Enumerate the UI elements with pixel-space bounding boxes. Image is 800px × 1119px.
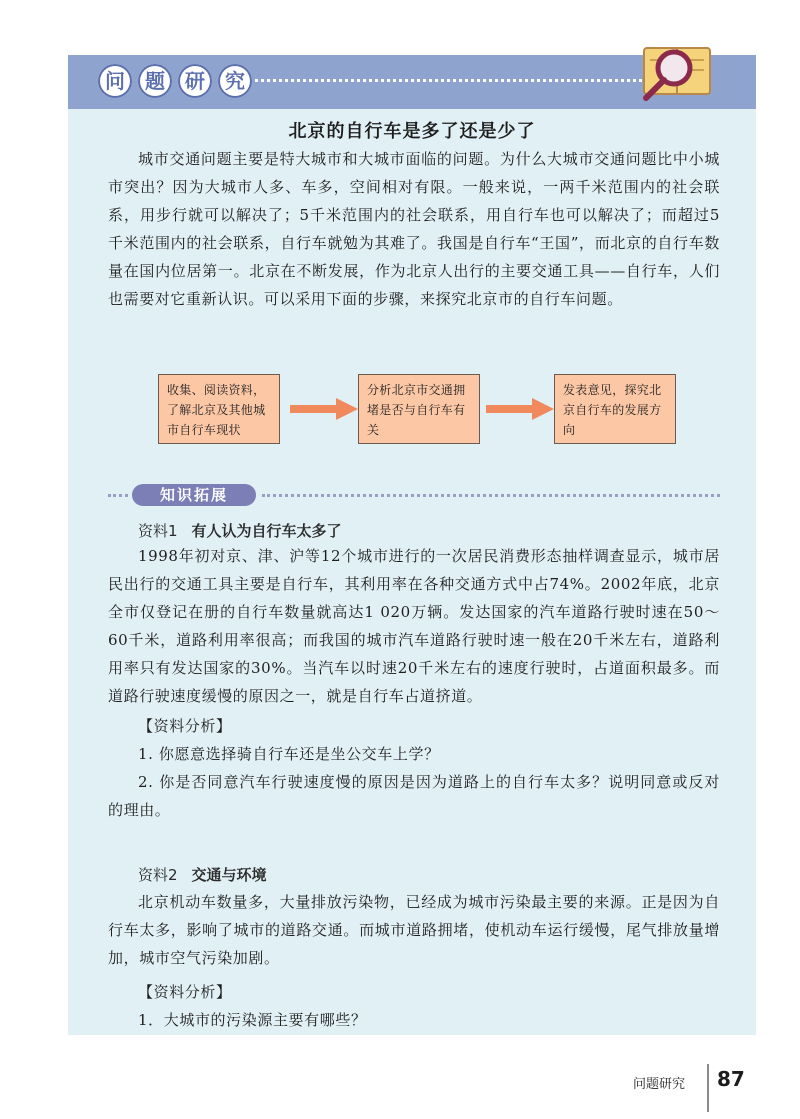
flow-step-2: 分析北京市交通拥堵是否与自行车有关 — [358, 374, 480, 444]
article-title: 北京的自行车是多了还是少了 — [288, 121, 536, 142]
knowledge-label: 知识拓展 — [132, 484, 256, 506]
material-1-text: 1998年初对京、津、沪等12个城市进行的一次居民消费形态抽样调查显示，城市居民出行的交通工具主要是自行车，其利用率在各种交通方式中占74%。2002年底，北京全市仅登记在册的自行车数量就高达1 020万辆。发达国家的汽车道路行驶时速在50～60千米，道路利用率很高；而我国的城市汽车道路行驶时速一般在20千米左右，道路利用率只有发达国家的30%。当汽车以时速20千米左右的速度行驶时，占道面积最多。而道路行驶速度缓慢的原因之一，就是自行车占道挤道。 — [108, 547, 720, 705]
footer-section-label: 问题研究 — [633, 1077, 686, 1092]
footer-divider — [707, 1064, 709, 1112]
knowledge-divider — [108, 484, 720, 506]
material-number: 资料1 — [138, 522, 178, 540]
dots-right — [262, 494, 720, 497]
header-dots — [248, 79, 648, 82]
analysis-label: 【资料分析】 — [138, 717, 232, 735]
dots-left — [108, 494, 128, 497]
material-1-heading — [138, 520, 342, 541]
title-char: 研 — [178, 64, 212, 98]
flow-step-1: 收集、阅读资料，了解北京及其他城市自行车现状 — [158, 374, 280, 444]
title-char: 题 — [138, 64, 172, 98]
material-title: 交通与环境 — [191, 866, 267, 884]
question-2: 2. 你是否同意汽车行驶速度慢的原因是因为道路上的自行车太多？说明同意或反对的理由。 — [108, 773, 720, 819]
intro-paragraph: 城市交通问题主要是特大城市和大城市面临的问题。为什么大城市交通问题比中小城市突出？因为大城市人多、车多，空间相对有限。一般来说，一两千米范围内的社会联系，用步行就可以解决了；5千米范围内的社会联系，用自行车也可以解决了；而超过5千米范围内的社会联系，自行车就勉为其难了。我国是自行车“王国”，而北京的自行车数量在国内位居第一。北京在不断发展，作为北京人出行的主要交通工具——自行车，人们也需要对它重新认识。可以采用下面的步骤，来探究北京市的自行车问题。 — [108, 150, 720, 308]
arrow-right-icon — [288, 396, 360, 422]
section-title — [98, 64, 252, 98]
analysis-label: 【资料分析】 — [138, 983, 232, 1001]
question-1: 1．大城市的污染源主要有哪些？ — [138, 1011, 367, 1029]
flow-step-3: 发表意见，探究北京自行车的发展方向 — [554, 374, 676, 444]
material-2-text: 北京机动车数量多，大量排放污染物，已经成为城市污染最主要的来源。正是因为自行车太多，影响了城市的道路交通。而城市道路拥堵，使机动车运行缓慢，尾气排放量增加，城市空气污染加剧。 — [108, 893, 720, 967]
material-title: 有人认为自行车太多了 — [191, 522, 342, 540]
arrow-right-icon — [484, 396, 556, 422]
page-number: 87 — [717, 1067, 745, 1091]
title-char: 问 — [98, 64, 132, 98]
material-2-heading — [138, 864, 267, 885]
question-1: 1. 你愿意选择骑自行车还是坐公交车上学？ — [138, 745, 440, 763]
title-char: 究 — [218, 64, 252, 98]
material-number: 资料2 — [138, 866, 178, 884]
magnifier-icon — [636, 38, 718, 104]
